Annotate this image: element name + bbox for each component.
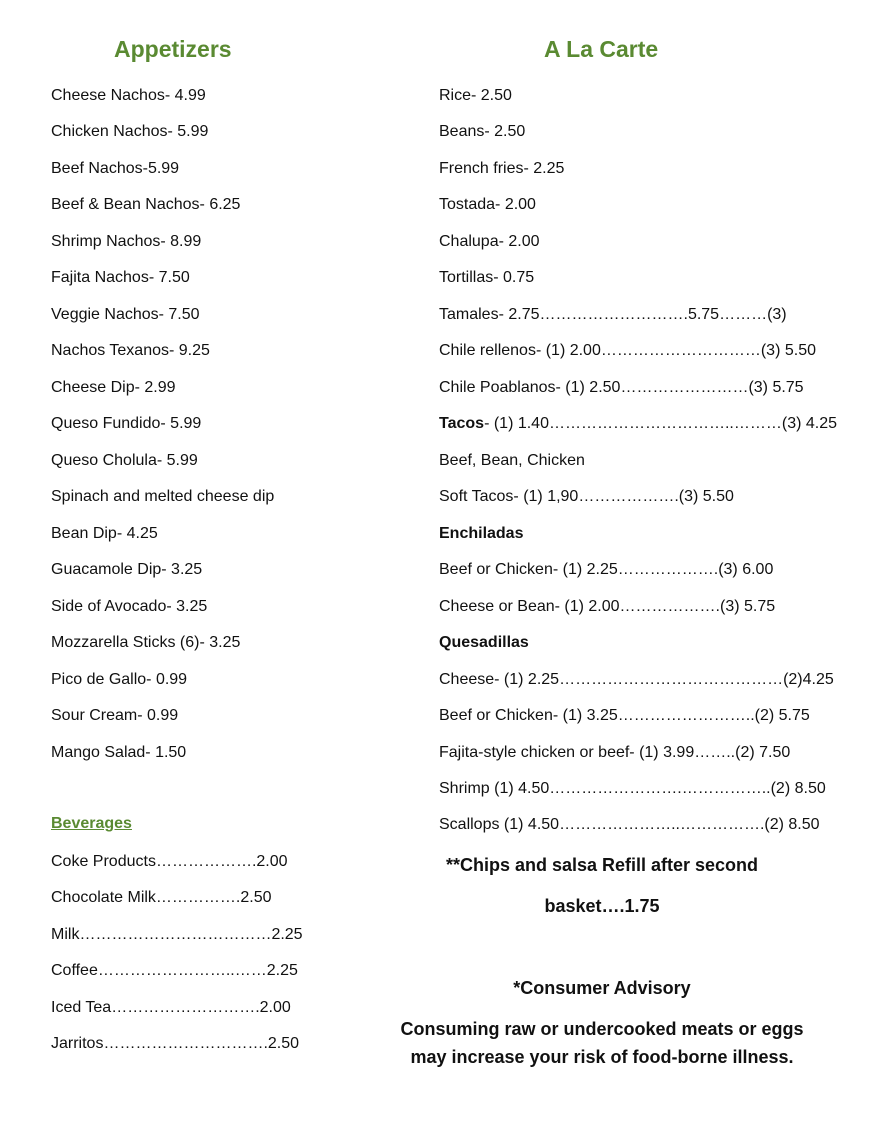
appetizer-item: Spinach and melted cheese dip [51,488,275,505]
appetizer-item: Beef Nachos-5.99 [51,160,180,177]
a-la-carte-item: Beef or Chicken- (1) 2.25……………….(3) 6.00 [439,561,774,578]
beverage-item: Coffee……………………..……2.25 [51,962,298,979]
a-la-carte-item: Tortillas- 0.75 [439,269,535,286]
appetizer-item: Mozzarella Sticks (6)- 3.25 [51,634,241,651]
beverages-heading: Beverages [51,815,132,832]
a-la-carte-heading: A La Carte [544,36,659,62]
a-la-carte-item: Fajita-style chicken or beef- (1) 3.99……..(2) 7.50 [439,744,791,761]
appetizer-item: Veggie Nachos- 7.50 [51,306,200,323]
beverage-item: Chocolate Milk…………….2.50 [51,889,272,906]
tacos-label: Tacos [439,415,485,432]
a-la-carte-item: Rice- 2.50 [439,87,512,104]
appetizer-item: Cheese Nachos- 4.99 [51,87,206,104]
appetizer-item: Queso Fundido- 5.99 [51,415,202,432]
a-la-carte-item: Tamales- 2.75……………………….5.75………(3) [439,306,787,323]
beverage-item: Coke Products……………….2.00 [51,853,288,870]
a-la-carte-item: Beans- 2.50 [439,123,526,140]
a-la-carte-item: Cheese- (1) 2.25……………………………………(2)4.25 [439,671,834,688]
consumer-advisory-line1: Consuming raw or undercooked meats or eggs [400,1019,804,1039]
beverage-item: Jarritos………………………….2.50 [51,1035,300,1052]
beverage-item: Milk………………………………2.25 [51,926,303,943]
appetizer-item: Bean Dip- 4.25 [51,525,158,542]
appetizers-heading: Appetizers [114,36,232,62]
a-la-carte-item: French fries- 2.25 [439,160,565,177]
a-la-carte-item: Beef or Chicken- (1) 3.25……………………..(2) 5.75 [439,707,810,724]
a-la-carte-item: Soft Tacos- (1) 1,90……………….(3) 5.50 [439,488,734,505]
consumer-advisory-title: *Consumer Advisory [513,978,691,998]
a-la-carte-item: Shrimp (1) 4.50…………………….……………..(2) 8.50 [439,780,826,797]
beverage-item: Iced Tea……………………….2.00 [51,999,291,1016]
a-la-carte-item: Chile Poablanos- (1) 2.50……………………(3) 5.75 [439,379,804,396]
appetizer-item: Queso Cholula- 5.99 [51,452,198,469]
refill-note-line1: **Chips and salsa Refill after second [445,855,759,875]
appetizer-item: Chicken Nachos- 5.99 [51,123,209,140]
tacos-prices: - (1) 1.40……………………………..………(3) 4.25 [484,415,838,432]
appetizer-item: Fajita Nachos- 7.50 [51,269,190,286]
consumer-advisory-line2: may increase your risk of food-borne illness. [410,1047,794,1067]
tacos-row [439,414,837,434]
a-la-carte-item: Cheese or Bean- (1) 2.00……………….(3) 5.75 [439,598,776,615]
appetizer-item: Sour Cream- 0.99 [51,707,179,724]
appetizer-item: Beef & Bean Nachos- 6.25 [51,196,241,213]
a-la-carte-item: Scallops (1) 4.50…………………..…………….(2) 8.50 [439,816,820,833]
appetizer-item: Guacamole Dip- 3.25 [51,561,203,578]
appetizer-item: Mango Salad- 1.50 [51,744,187,761]
a-la-carte-item: Chile rellenos- (1) 2.00…………………………(3) 5.50 [439,342,816,359]
appetizer-item: Side of Avocado- 3.25 [51,598,208,615]
appetizer-item: Nachos Texanos- 9.25 [51,342,210,359]
appetizer-item: Cheese Dip- 2.99 [51,379,176,396]
appetizer-item: Pico de Gallo- 0.99 [51,671,188,688]
refill-note-line2: basket….1.75 [544,896,660,916]
quesadillas-subheading: Quesadillas [439,634,529,651]
a-la-carte-item: Chalupa- 2.00 [439,233,540,250]
enchiladas-subheading: Enchiladas [439,525,524,542]
appetizer-item: Shrimp Nachos- 8.99 [51,233,202,250]
a-la-carte-item: Tostada- 2.00 [439,196,536,213]
a-la-carte-item: Beef, Bean, Chicken [439,452,585,469]
